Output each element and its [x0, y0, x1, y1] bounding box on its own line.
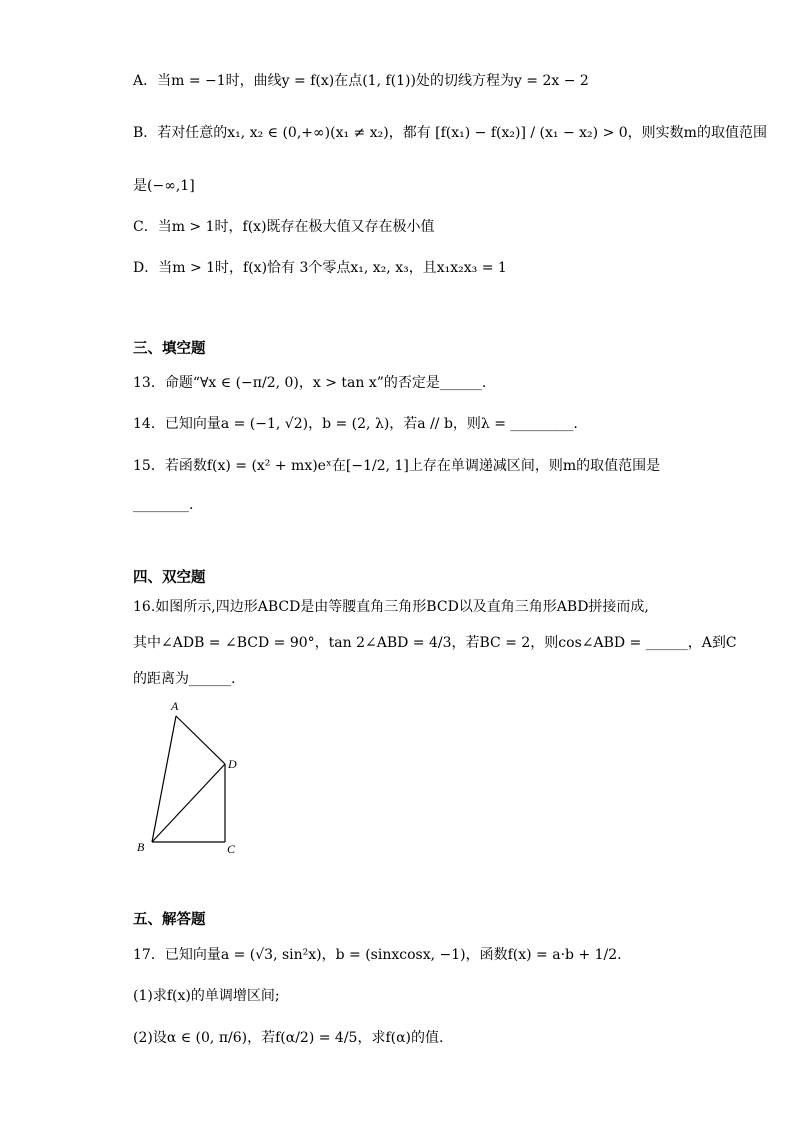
section-heading-solutions: 五、解答题 — [133, 912, 206, 928]
question-16-line3: 的距离为______. — [133, 671, 236, 687]
question-17-part-1: (1)求f(x)的单调增区间; — [133, 988, 280, 1004]
question-15-line1: 15．若函数f(x) = (x² + mx)eˣ在[−1/2, 1]上存在单调递减区间，则m的取值范围是 — [133, 458, 661, 474]
label-a: A — [171, 699, 179, 713]
section-heading-fill-blank: 三、填空题 — [133, 341, 206, 357]
option-b-line1: B．若对任意的x₁, x₂ ∈ (0,+∞)(x₁ ≠ x₂)，都有 [f(x₁) − f(x₂)] / (x₁ − x₂) > 0，则实数m的取值范围 — [133, 125, 767, 141]
label-c: C — [227, 842, 236, 856]
segment-ad — [176, 716, 225, 764]
question-13: 13．命题“∀x ∈ (−π/2, 0)，x > tan x”的否定是______. — [133, 375, 487, 391]
option-c: C．当m > 1时，f(x)既存在极大值又存在极小值 — [133, 219, 435, 235]
geometry-figure — [130, 698, 250, 858]
option-d: D．当m > 1时，f(x)恰有 3个零点x₁, x₂, x₃，且x₁x₂x₃ = 1 — [133, 260, 507, 276]
question-17: 17．已知向量a = (√3, sin²x)，b = (sinxcosx, −1)，函数f(x) = a·b + 1/2. — [133, 947, 622, 963]
segment-ab — [152, 716, 176, 842]
question-15-line2: ________. — [133, 497, 194, 513]
label-d: D — [228, 757, 237, 771]
option-b-line2: 是(−∞,1] — [133, 178, 195, 194]
question-16-line2: 其中∠ADB = ∠BCD = 90°，tan 2∠ABD = 4/3，若BC = 2，则cos∠ABD = ______，A到C — [133, 635, 737, 651]
question-16-line1: 16.如图所示,四边形ABCD是由等腰直角三角形BCD以及直角三角形ABD拼接而成, — [133, 599, 649, 615]
section-heading-double-blank: 四、双空题 — [133, 570, 206, 586]
label-b: B — [137, 840, 145, 854]
segment-bd — [152, 764, 225, 842]
question-17-part-2: (2)设α ∈ (0, π/6)，若f(α/2) = 4/5，求f(α)的值. — [133, 1030, 444, 1046]
option-a: A．当m = −1时，曲线y = f(x)在点(1, f(1))处的切线方程为y = 2x − 2 — [133, 73, 589, 89]
question-14: 14．已知向量a = (−1, √2)，b = (2, λ)，若a // b，则λ = _________. — [133, 416, 578, 432]
